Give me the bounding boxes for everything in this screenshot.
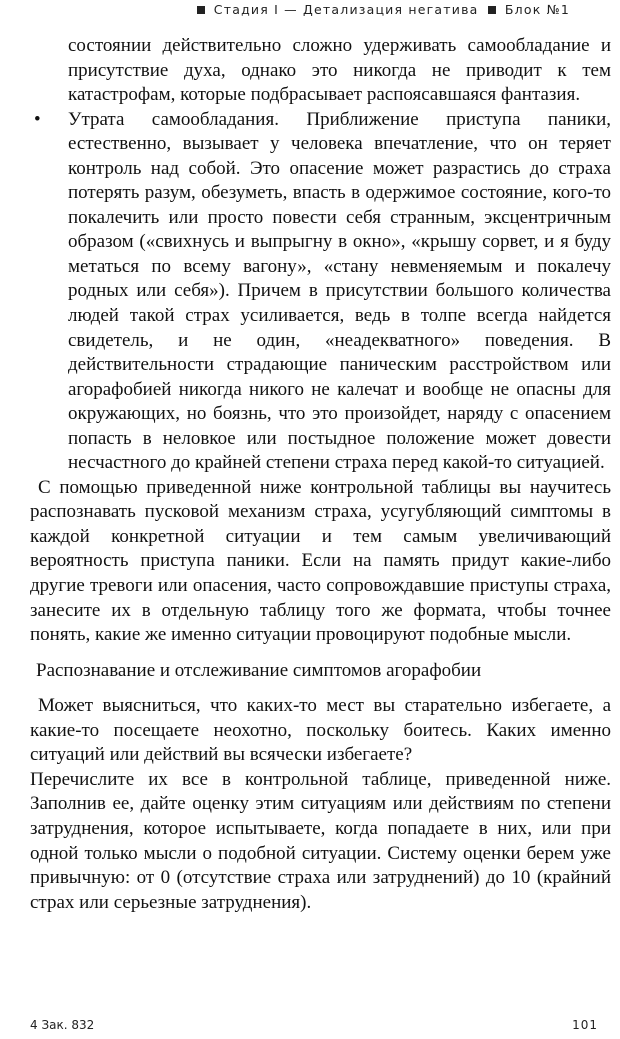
paragraph-control-table: С помощью приведенной ниже контрольной таблицы вы научитесь распознавать пусковой механизм страха, усугубляющий симптомы в каждой конкретной ситуации и тем самым увеличивающий вероятность приступа паники. Если на память придут какие-либо другие тревоги или опасения, часто сопровождавшие приступы страха, занесите их в отдельную таблицу того же формата, чтобы точнее понять, какие же именно ситуации провоцируют подобные мысли. xyxy=(30,476,611,646)
bullet-item xyxy=(30,108,611,476)
section-heading: Распознавание и отслеживание симптомов агорафобии xyxy=(36,659,482,681)
paragraph-instructions: Перечислите их все в контрольной таблице, приведенной ниже. Заполнив ее, дайте оценку этим ситуациям или действиям по степени затруднения, которое испытываете, когда попадаете в них, или при одной только мысли о подобной ситуации. Систему оценки берем уже привычную: от 0 (отсутствие страха или затруднений) до 10 (крайний страх или серьезные затруднения). xyxy=(30,768,611,913)
page-body xyxy=(30,34,611,915)
square-bullet-icon xyxy=(197,6,205,14)
paragraph-avoidance: Может выясниться, что каких-то мест вы старательно избегаете, а какие-то посещаете неохотно, поскольку боитесь. Каких именно ситуаций или действий вы всячески избегаете? xyxy=(30,695,611,766)
continuation-text: состоянии действительно сложно удерживать самообладание и присутствие духа, однако это никогда не приводит к тем катастрофам, которые подбрасывает распоясавшаяся фантазия. xyxy=(68,35,611,106)
running-header xyxy=(193,2,570,17)
footer-order-mark: 4 Зак. 832 xyxy=(30,1018,95,1032)
header-stage: Стадия I — Детализация негатива xyxy=(213,2,479,17)
page-number: 101 xyxy=(572,1018,598,1032)
bullet-dot-icon: • xyxy=(34,108,41,130)
bullet-text: Утрата самообладания. Приближение приступа паники, естественно, вызывает у человека впечатление, что он теряет контроль над собой. Это опасение может разрастись до страха потерять разум, обезуметь, впасть в одержимое состояние, кого-то покалечить или просто повести себя странным, эксцентричным образом («свихнусь и выпрыгну в окно», «крышу сорвет, и я буду метаться по всему вагону», «стану невменяемым и покалечу родных или себя»). Причем в присутствии большого количества людей такой страх усиливается, ведь в толпе всегда найдется свидетель, и не один, «неадекватного» поведения. В действительности страдающие паническим расстройством или агорафобией никогда никого не калечат и вообще не опасны для окружающих, но боязнь, что это произойдет, наряду с опасением попасть в неловкое или постыдное положение может довести несчастного до крайней степени страха перед какой-то ситуацией. xyxy=(68,108,611,474)
header-block: Блок №1 xyxy=(504,2,570,17)
square-bullet-icon xyxy=(488,6,496,14)
